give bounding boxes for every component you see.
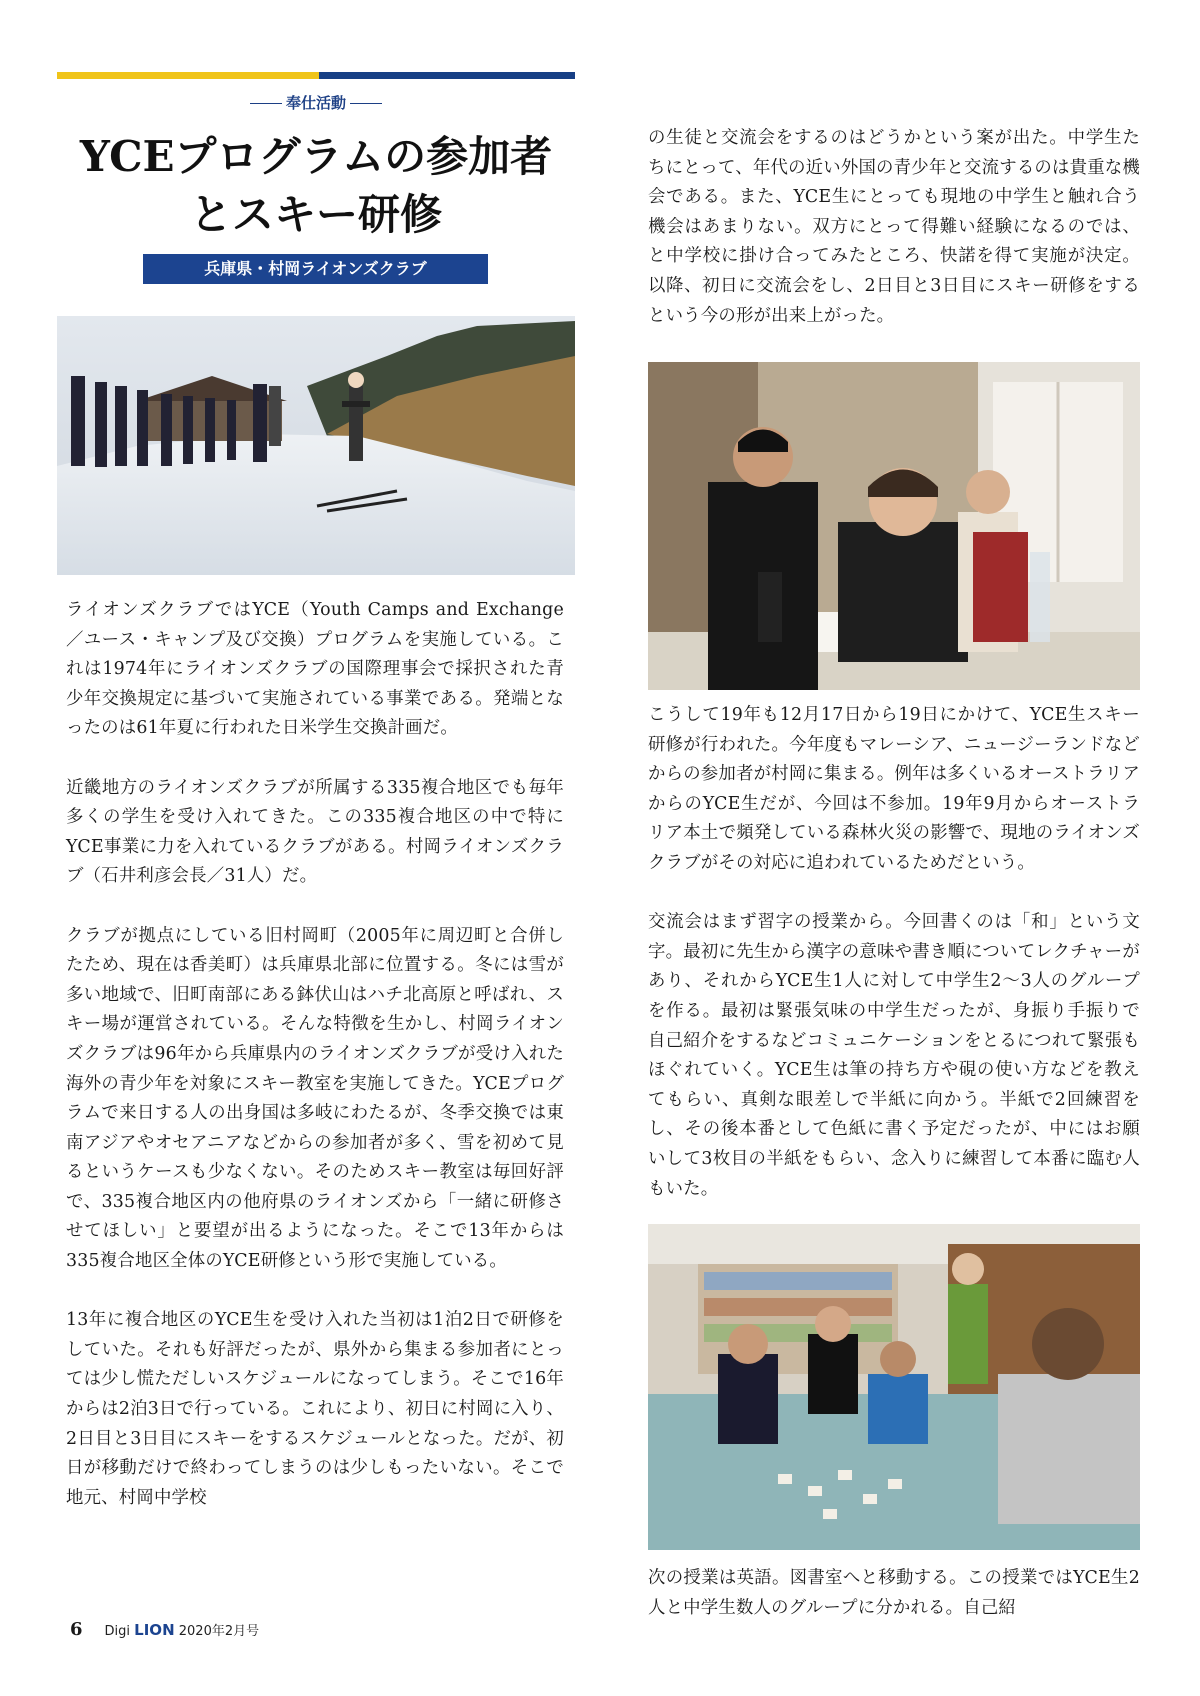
title-line-2: とスキー研修: [189, 190, 442, 239]
paragraph: クラブが拠点にしている旧村岡町（2005年に周辺町と合併したため、現在は香美町）は兵庫県北部に位置する。冬には雪が多い地域で、旧町南部にある鉢伏山はハチ北高原と呼ばれ、スキー場が運営されている。そんな特徴を生かし、村岡ライオンズクラブは96年から兵庫県内のライオンズクラブが受け入れた海外の青少年を対象にスキー教室を実施してきた。YCEプログラムで来日する人の出身国は多岐にわたるが、冬季交換では東南アジアやオセアニアなどからの参加者が多く、雪を初めて見るというケースも少なくない。そのためスキー教室は毎回好評で、335複合地区内の他府県のライオンズから「一緒に研修させてほしい」と要望が出るようになった。そこで13年からは335複合地区全体のYCE研修という形で実施している。: [66, 925, 564, 1272]
calligraphy-photo: [648, 362, 1140, 690]
paragraph: ライオンズクラブではYCE（Youth Camps and Exchange／ユース・キャンプ及び交換）プログラムを実施している。これは1974年にライオンズクラブの国際理事会で採択された青少年交換規定に基づいて実施されている事業である。発端となったのは61年夏に行われた日米学生交換計画だ。: [66, 600, 564, 739]
top-rule: [57, 72, 575, 79]
publication-name: [105, 1620, 260, 1639]
right-column-top: [648, 124, 1140, 331]
category-line-left: [250, 103, 282, 104]
paragraph: 近畿地方のライオンズクラブが所属する335複合地区でも毎年多くの学生を受け入れてきた。この335複合地区の中で特にYCE事業に力を入れているクラブがある。村岡ライオンズクラブ（石井利彦会長／31人）だ。: [66, 777, 564, 887]
category-line-right: [350, 103, 382, 104]
page-number: 6: [70, 1619, 83, 1640]
right-column-middle: [648, 701, 1140, 1204]
paragraph: の生徒と交流会をするのはどうかという案が出た。中学生たちにとって、年代の近い外国の青少年と交流するのは貴重な機会である。また、YCE生にとっても現地の中学生と触れ合う機会はあまりない。双方にとって得難い経験になるのでは、と中学校に掛け合ってみたところ、快諾を得て実施が決定。以降、初日に交流会をし、2日目と3日目にスキー研修をするという今の形が出来上がった。: [648, 128, 1140, 326]
category-label: [57, 92, 575, 113]
top-rule-yellow: [57, 72, 319, 79]
paragraph: 13年に複合地区のYCE生を受け入れた当初は1泊2日で研修をしていた。それも好評だったが、県外から集まる参加者にとっては少し慌ただしいスケジュールになってしまう。そこで16年からは2泊3日で行っている。これにより、初日に村岡に入り、2日目と3日目にスキーをするスケジュールとなった。だが、初日が移動だけで終わってしまうのは少しもったいない。そこで地元、村岡中学校: [66, 1310, 564, 1508]
title-line-1: YCEプログラムの参加者: [79, 132, 553, 181]
club-banner: 兵庫県・村岡ライオンズクラブ: [143, 254, 488, 284]
right-column-bottom: [648, 1564, 1140, 1623]
publication-lion: LION: [134, 1621, 175, 1639]
paragraph: こうして19年も12月17日から19日にかけて、YCE生スキー研修が行われた。今年度もマレーシア、ニュージーランドなどからの参加者が村岡に集まる。例年は多くいるオーストラリアからのYCE生だが、今回は不参加。19年9月からオーストラリア本土で頻発している森林火災の影響で、現地のライオンズクラブがその対応に追われているためだという。: [648, 705, 1140, 873]
paragraph: 交流会はまず習字の授業から。今回書くのは「和」という文字。最初に先生から漢字の意味や書き順についてレクチャーがあり、それからYCE生1人に対して中学生2〜3人のグループを作る。最初は緊張気味の中学生だったが、身振り手振りで自己紹介をするなどコミュニケーションをとるにつれて緊張もほぐれていく。YCE生は筆の持ち方や硯の使い方などを教えてもらい、真剣な眼差しで半紙に向かう。半紙で2回練習をし、その後本番として色紙に書く予定だったが、中にはお願いして3枚目の半紙をもらい、念入りに練習して本番に臨む人もいた。: [648, 912, 1140, 1199]
article-title: [57, 128, 575, 244]
paragraph: 次の授業は英語。図書室へと移動する。この授業ではYCE生2人と中学生数人のグループに分かれる。自己紹: [648, 1568, 1140, 1618]
publication-digi: Digi: [104, 1624, 131, 1639]
page-footer: [70, 1619, 259, 1640]
top-rule-blue: [319, 72, 575, 79]
left-column: [66, 596, 564, 1513]
category-text: 奉仕活動: [285, 94, 346, 112]
library-photo: [648, 1224, 1140, 1550]
issue-date: 2020年2月号: [178, 1624, 260, 1639]
ski-photo: [57, 316, 575, 575]
